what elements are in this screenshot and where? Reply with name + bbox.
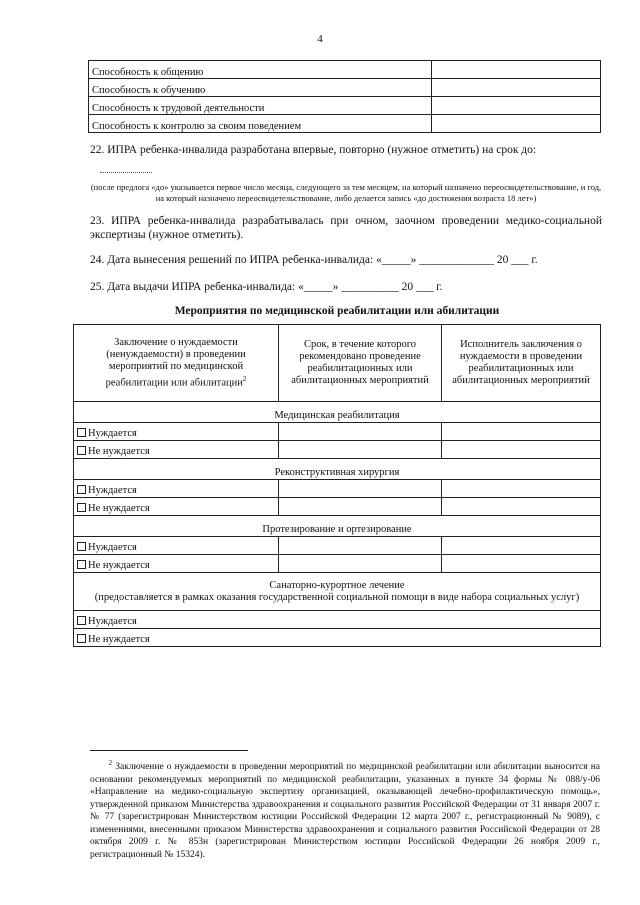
table-row [74, 423, 601, 441]
footnote-divider [90, 750, 248, 751]
ability-value-cell[interactable] [432, 61, 601, 79]
table-row [89, 79, 601, 97]
ability-label: Способность к общению [89, 61, 432, 79]
column-header-executor: Исполнитель заключения о нуждаемости в проведении реабилитационных или абилитационных мероприятий [442, 325, 601, 402]
table-row [74, 555, 601, 573]
option-label: Не нуждается [88, 503, 150, 514]
term-cell[interactable] [279, 441, 442, 459]
option-label: Нуждается [88, 542, 137, 553]
table-row [89, 97, 601, 115]
term-input-line[interactable] [100, 172, 152, 173]
section-title: Мероприятия по медицинской реабилитации или абилитации [174, 305, 500, 317]
option-needs[interactable] [74, 423, 279, 441]
checkbox-icon[interactable] [77, 616, 86, 625]
option-needs[interactable] [74, 537, 279, 555]
section-medical-rehab: Медицинская реабилитация [74, 402, 601, 423]
term-cell[interactable] [279, 480, 442, 498]
table-row [74, 537, 601, 555]
option-label: Нуждается [88, 485, 137, 496]
table-row [89, 61, 601, 79]
section-title-text: Санаторно-курортное лечение [269, 579, 405, 591]
column-header-term: Срок, в течение которого рекомендовано проведение реабилитационных или абилитационных мероприятий [279, 325, 442, 402]
checkbox-icon[interactable] [77, 503, 86, 512]
option-label: Не нуждается [88, 446, 150, 457]
option-label: Не нуждается [88, 560, 150, 571]
executor-cell[interactable] [442, 537, 601, 555]
footnote-text: Заключение о нуждаемости в проведении мероприятий по медицинской реабилитации или абилитации выносится на основании рекомендуемых мероприятий по медицинской реабилитации, указанных в пункте 34 формы № 088/у-06 «Направление на медико-социальную экспертизу организацией, оказывающей лечебно-профилактическую помощь», утвержденной приказом Министерства здравоохранения и социального развития Российской Федерации от 31 января 2007 г. № 77 (зарегистрирован Министерством юстиции Российской Федерации 12 марта 2007 г., регистрационный № 9089), с изменениями, внесенными приказом Министерства здравоохранения и социального развития Российской Федерации от 28 октября 2009 г. № 853н (зарегистрирован Министерством юстиции Российской Федерации 26 ноября 2009 г., регистрационный № 15324). [90, 762, 601, 860]
table-row [74, 441, 601, 459]
ability-label: Способность к трудовой деятельности [89, 97, 432, 115]
footnote-ref: 2 [242, 374, 247, 383]
section-reconstructive-surgery: Реконструктивная хирургия [74, 459, 601, 480]
item-22-text: 22. ИПРА ребенка-инвалида разработана впервые, повторно (нужное отметить) на срок до: [90, 144, 537, 156]
checkbox-icon[interactable] [77, 485, 86, 494]
table-header-row [74, 325, 601, 402]
column-header-conclusion [74, 325, 279, 402]
table-row [74, 498, 601, 516]
option-not-needs[interactable] [74, 629, 601, 647]
executor-cell[interactable] [442, 555, 601, 573]
executor-cell[interactable] [442, 498, 601, 516]
column-header-text: Заключение о нуждаемости (ненуждаемости) в проведении мероприятий по медицинской реабилитации или абилитации [105, 336, 246, 389]
executor-cell[interactable] [442, 441, 601, 459]
rehab-table [73, 324, 601, 647]
ability-value-cell[interactable] [432, 115, 601, 133]
checkbox-icon[interactable] [77, 446, 86, 455]
checkbox-icon[interactable] [77, 560, 86, 569]
term-cell[interactable] [279, 498, 442, 516]
footnote-mark: 2 [108, 759, 113, 767]
checkbox-icon[interactable] [77, 542, 86, 551]
ability-label: Способность к контролю за своим поведением [89, 115, 432, 133]
checkbox-icon[interactable] [77, 428, 86, 437]
table-row [74, 480, 601, 498]
term-cell[interactable] [279, 555, 442, 573]
checkbox-icon[interactable] [77, 634, 86, 643]
option-needs[interactable] [74, 611, 601, 629]
table-row [89, 115, 601, 133]
section-prosthetics: Протезирование и ортезирование [74, 516, 601, 537]
item-23-text: 23. ИПРА ребенка-инвалида разрабатывалась при очном, заочном проведении медико-социальной экспертизы (нужное отметить). [90, 215, 602, 241]
ability-table [88, 60, 601, 133]
item-22-note: (после предлога «до» указывается первое число месяца, следующего за тем месяцем, на который назначено переосвидетельствование, и год, на который назначено переосвидетельствование, либо делается запись «до достижения возраста 18 лет») [90, 182, 602, 203]
ability-value-cell[interactable] [432, 79, 601, 97]
table-row [74, 611, 601, 629]
ability-label: Способность к обучению [89, 79, 432, 97]
item-25-text: 25. Дата выдачи ИПРА ребенка-инвалида: «_____» __________ 20 ___ г. [90, 281, 443, 293]
section-sanatorium [74, 573, 601, 611]
footnote [90, 757, 600, 861]
section-subtitle-text: (предоставляется в рамках оказания государственной социальной помощи в виде набора социальных услуг) [94, 591, 580, 603]
option-label: Нуждается [88, 616, 137, 627]
option-label: Нуждается [88, 428, 137, 439]
option-needs[interactable] [74, 480, 279, 498]
option-not-needs[interactable] [74, 441, 279, 459]
table-row [74, 629, 601, 647]
item-24-text: 24. Дата вынесения решений по ИПРА ребенка-инвалида: «_____» _____________ 20 ___ г. [90, 254, 538, 266]
option-label: Не нуждается [88, 634, 150, 645]
executor-cell[interactable] [442, 423, 601, 441]
page-number: 4 [317, 33, 323, 45]
term-cell[interactable] [279, 537, 442, 555]
executor-cell[interactable] [442, 480, 601, 498]
option-not-needs[interactable] [74, 555, 279, 573]
ability-value-cell[interactable] [432, 97, 601, 115]
term-cell[interactable] [279, 423, 442, 441]
option-not-needs[interactable] [74, 498, 279, 516]
